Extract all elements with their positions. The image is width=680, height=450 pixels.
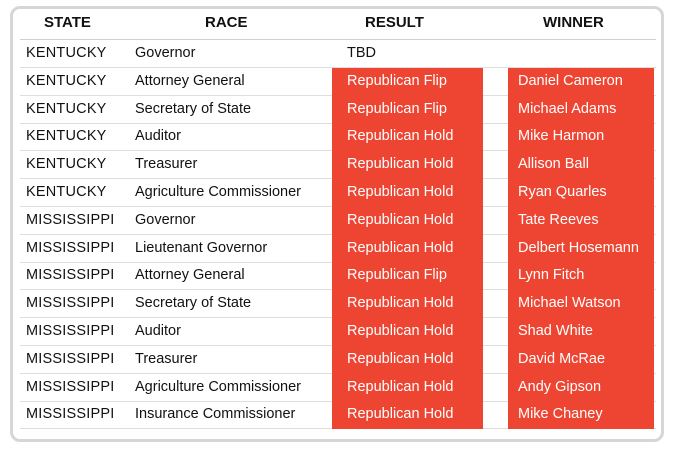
header-winner: WINNER	[543, 14, 604, 31]
winner-cell: Michael Watson	[508, 290, 654, 318]
table-row	[0, 290, 680, 318]
result-cell: Republican Hold	[332, 318, 483, 346]
winner-cell: Andy Gipson	[508, 374, 654, 402]
winner-cell: Ryan Quarles	[508, 179, 654, 207]
race-cell: Agriculture Commissioner	[135, 378, 301, 395]
race-cell: Auditor	[135, 323, 181, 339]
table-row	[0, 262, 680, 290]
table-row	[0, 151, 680, 179]
state-cell: KENTUCKY	[26, 128, 107, 145]
result-cell: Republican Flip	[332, 262, 483, 290]
result-cell: Republican Hold	[332, 179, 483, 207]
winner-cell: Mike Harmon	[508, 123, 654, 151]
table-row	[0, 318, 680, 346]
table-row	[0, 40, 680, 68]
state-cell: KENTUCKY	[26, 184, 107, 200]
table-row	[0, 96, 680, 124]
state-cell: KENTUCKY	[26, 100, 107, 117]
race-cell: Lieutenant Governor	[135, 239, 268, 256]
race-cell: Governor	[135, 45, 196, 61]
table-row	[0, 401, 680, 429]
winner-cell: Michael Adams	[508, 96, 654, 124]
table-row	[0, 207, 680, 235]
header-race: RACE	[205, 14, 248, 31]
result-cell: Republican Hold	[332, 151, 483, 179]
header-state: STATE	[44, 14, 91, 31]
race-cell: Treasurer	[135, 156, 198, 173]
header-result: RESULT	[365, 14, 424, 31]
race-cell: Secretary of State	[135, 295, 252, 312]
state-cell: MISSISSIPPI	[26, 350, 115, 367]
winner-cell	[508, 40, 654, 68]
winner-cell: Lynn Fitch	[508, 262, 654, 290]
state-cell: MISSISSIPPI	[26, 406, 115, 423]
state-cell: MISSISSIPPI	[26, 211, 115, 228]
table-row	[0, 179, 680, 207]
state-cell: MISSISSIPPI	[26, 378, 115, 395]
winner-cell: David McRae	[508, 346, 654, 374]
state-cell: KENTUCKY	[26, 45, 107, 61]
table-row	[0, 346, 680, 374]
winner-cell: Allison Ball	[508, 151, 654, 179]
state-cell: MISSISSIPPI	[26, 323, 115, 339]
table-row	[0, 374, 680, 402]
state-cell: MISSISSIPPI	[26, 295, 115, 312]
table-row	[0, 123, 680, 151]
state-cell: KENTUCKY	[26, 72, 107, 89]
result-cell: TBD	[347, 45, 376, 61]
race-cell: Agriculture Commissioner	[135, 184, 301, 200]
state-cell: MISSISSIPPI	[26, 239, 115, 256]
race-cell: Secretary of State	[135, 100, 252, 117]
result-cell: Republican Hold	[332, 374, 483, 402]
race-cell: Insurance Commissioner	[135, 406, 296, 423]
table-row	[0, 68, 680, 96]
winner-cell: Tate Reeves	[508, 207, 654, 235]
result-cell: Republican Hold	[332, 401, 483, 429]
result-cell: Republican Hold	[332, 235, 483, 263]
result-cell: Republican Hold	[332, 207, 483, 235]
race-cell: Attorney General	[135, 72, 245, 89]
result-cell: Republican Flip	[332, 96, 483, 124]
race-cell: Treasurer	[135, 350, 198, 367]
race-cell: Governor	[135, 211, 196, 228]
result-cell: Republican Hold	[332, 290, 483, 318]
winner-cell: Daniel Cameron	[508, 68, 654, 96]
winner-cell: Mike Chaney	[508, 401, 654, 429]
result-cell: Republican Flip	[332, 68, 483, 96]
race-cell: Auditor	[135, 128, 181, 145]
state-cell: MISSISSIPPI	[26, 267, 115, 284]
winner-cell: Shad White	[508, 318, 654, 346]
result-cell: Republican Hold	[332, 123, 483, 151]
state-cell: KENTUCKY	[26, 156, 107, 173]
result-cell: Republican Hold	[332, 346, 483, 374]
winner-cell: Delbert Hosemann	[508, 235, 654, 263]
race-cell: Attorney General	[135, 267, 245, 284]
table-row	[0, 235, 680, 263]
